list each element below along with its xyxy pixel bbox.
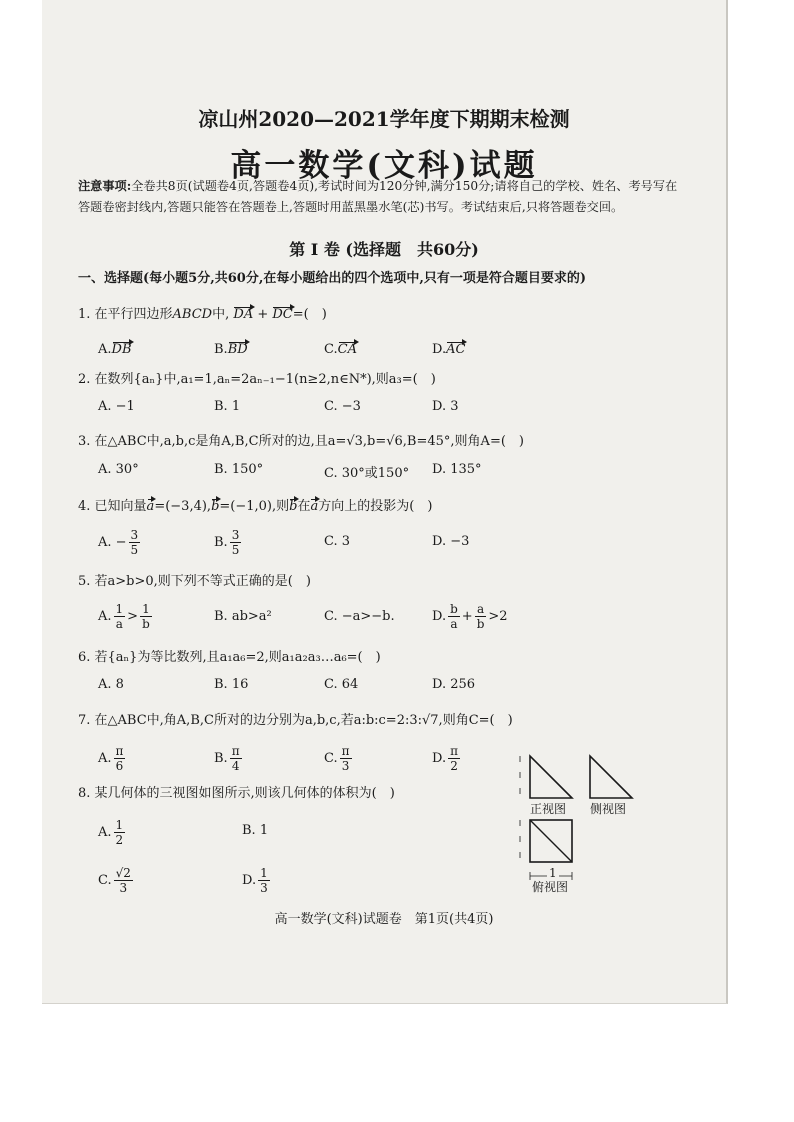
q5-stem: 5. 若a>b>0,则下列不等式正确的是( ) [78, 574, 311, 589]
q5-option-a: A. $\frac{1}{a}$ > $\frac{1}{b}$ [98, 602, 150, 631]
q4-s4: 在 [297, 499, 311, 514]
q1-option-c: C.CA [324, 337, 357, 357]
q4-vector-b2: b [289, 494, 297, 514]
q1-stem [78, 302, 327, 322]
top-view-diagonal [530, 820, 572, 862]
page-footer: 高一数学(文科)试题卷 第1页(共4页) [274, 912, 494, 927]
notice-text: 全卷共8页(试题卷4页,答题卷4页),考试时间为120分钟,满分150分;请将自己的学校、姓名、考号写在答题卷密封线内,答题只能答在答题卷上,答题时用蓝黑墨水笔(芯)书写。考试结束后,只将答题卷交回。 [78, 179, 678, 214]
q5-option-b: B. ab>a² [214, 609, 272, 624]
exam-title-line1: 凉山州2020—2021学年度下期期末检测 [198, 107, 570, 131]
q8-option-d: D. $\frac{1}{3}$ [242, 866, 268, 895]
q1-vector-da: DA [233, 302, 253, 322]
q6-option-a: A. 8 [98, 677, 124, 692]
q4-option-d: D. −3 [432, 534, 470, 549]
three-view-figure [516, 752, 656, 897]
q1-option-b: B.BD [214, 337, 248, 357]
three-view-drawing [516, 752, 656, 897]
q7-option-a: A. $\frac{\pi}{6}$ [98, 744, 124, 773]
q4-vector-a: a [147, 494, 155, 514]
q3-option-d: D. 135° [432, 462, 482, 477]
q4-stem [78, 494, 432, 514]
notice-label: 注意事项: [78, 179, 132, 193]
q8-stem: 8. 某几何体的三视图如图所示,则该几何体的体积为( ) [78, 786, 395, 801]
q2-stem: 2. 在数列{aₙ}中,a₁=1,aₙ=2aₙ₋₁−1(n≥2,n∈N*),则a₃=( ) [78, 372, 436, 387]
notice [78, 176, 688, 218]
q4-option-c: C. 3 [324, 534, 351, 549]
section-title: 第 I 卷 (选择题 共60分) [289, 240, 479, 259]
q2-option-c: C. −3 [324, 399, 361, 414]
q8-option-c: C. $\frac{√2}{3}$ [98, 866, 131, 895]
q4-s1: 4. 已知向量 [78, 499, 147, 514]
q1-option-d: D.AC [432, 337, 465, 357]
q2-option-a: A. −1 [98, 399, 135, 414]
front-view-triangle [530, 756, 572, 798]
q4-s2: =(−3,4), [154, 499, 212, 514]
q3-stem: 3. 在△ABC中,a,b,c是角A,B,C所对的边,且a=√3,b=√6,B=45°,则角A=( ) [78, 434, 524, 449]
q4-option-a: A. − $\frac{3}{5}$ [98, 528, 139, 557]
q2-option-d: D. 3 [432, 399, 459, 414]
q2-option-b: B. 1 [214, 399, 241, 414]
q7-stem: 7. 在△ABC中,角A,B,C所对的边分别为a,b,c,若a:b:c=2:3:√7,则角C=( ) [78, 713, 513, 728]
q4-s3: =(−1,0),则 [219, 499, 290, 514]
q7-option-b: B. $\frac{\pi}{4}$ [214, 744, 240, 773]
q3-option-b: B. 150° [214, 462, 264, 477]
exam-sheet [42, 0, 728, 1004]
q1-stem-b: 中, [212, 307, 230, 322]
q5-option-c: C. −a>−b. [324, 609, 395, 624]
q1-c-vector: CA [338, 337, 357, 357]
q3-option-a: A. 30° [98, 462, 139, 477]
q8-option-b: B. 1 [242, 823, 269, 838]
q8-option-a: A. $\frac{1}{2}$ [98, 818, 124, 847]
exam-title-line2: 高一数学(文科)试题 [230, 148, 538, 184]
q4-vector-b: b [211, 494, 219, 514]
q1-a-vector: DB [112, 337, 132, 357]
q7-option-c: C. $\frac{\pi}{3}$ [324, 744, 350, 773]
q1-stem-c: =( ) [292, 307, 327, 322]
q1-b-vector: BD [228, 337, 248, 357]
q1-stem-a: 1. 在平行四边形 [78, 307, 173, 322]
q4-s5: 方向上的投影为( ) [318, 499, 433, 514]
top-view-label: 俯视图 [532, 880, 569, 894]
top-width-value: 1 [549, 866, 557, 880]
q7-option-d: D. $\frac{\pi}{2}$ [432, 744, 458, 773]
q1-d-vector: AC [446, 337, 465, 357]
front-view-label: 正视图 [530, 802, 567, 816]
side-view-triangle [590, 756, 632, 798]
q6-option-b: B. 16 [214, 677, 249, 692]
q1-vector-dc: DC [272, 302, 292, 322]
q1-option-a: A.DB [98, 337, 132, 357]
q6-option-d: D. 256 [432, 677, 476, 692]
q1-abcd: ABCD [172, 307, 213, 322]
side-view-label: 侧视图 [590, 802, 627, 816]
q4-vector-a2: a [310, 494, 318, 514]
q4-option-b: B. $\frac{3}{5}$ [214, 528, 240, 557]
instruction: 一、选择题(每小题5分,共60分,在每小题给出的四个选项中,只有一项是符合题目要求的) [78, 271, 587, 286]
q6-stem: 6. 若{aₙ}为等比数列,且a₁a₆=2,则a₁a₂a₃…a₆=( ) [78, 650, 381, 665]
q1-plus: + [253, 307, 273, 322]
q3-option-c: C. 30°或150° [324, 466, 410, 481]
q5-option-d: D. $\frac{b}{a}$ + $\frac{a}{b}$ >2 [432, 602, 508, 631]
q6-option-c: C. 64 [324, 677, 359, 692]
